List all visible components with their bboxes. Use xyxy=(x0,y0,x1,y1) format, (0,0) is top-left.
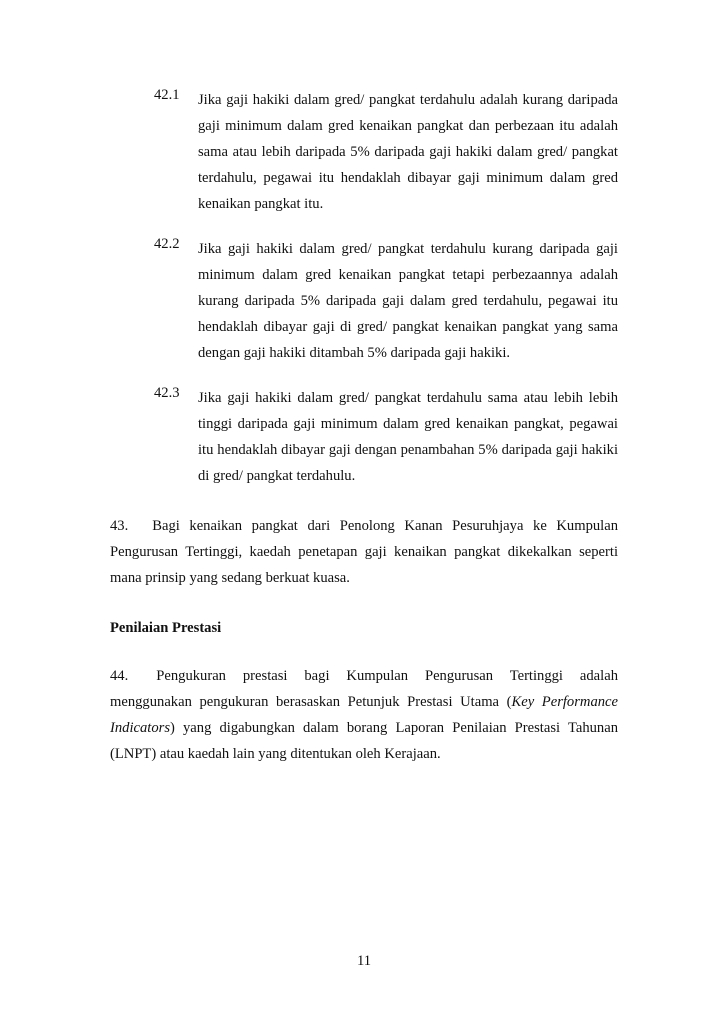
item-number: 42.2 xyxy=(154,236,180,252)
sub-paragraph-42-2 xyxy=(154,236,618,366)
section-heading: Penilaian Prestasi xyxy=(110,620,222,636)
item-number: 42.1 xyxy=(154,87,180,103)
paragraph-text: Bagi kenaikan pangkat dari Penolong Kanan Pesuruhjaya ke Kumpulan Pengurusan Tertinggi, kaedah penetapan gaji kenaikan pangkat dikekalkan seperti mana prinsip yang sedang berkuat kuasa. xyxy=(110,518,618,586)
item-text: Jika gaji hakiki dalam gred/ pangkat terdahulu adalah kurang daripada gaji minimum dalam gred kenaikan pangkat dan perbezaan itu adalah sama atau lebih daripada 5% daripada gaji hakiki dalam gred/ pangkat terdahulu, pegawai itu hendaklah dibayar gaji minimum dalam gred kenaikan pangkat itu. xyxy=(198,92,618,212)
paragraph-text-italic: Key Performance Indicators xyxy=(110,694,618,736)
paragraph-44 xyxy=(110,663,618,767)
item-text: Jika gaji hakiki dalam gred/ pangkat terdahulu sama atau lebih lebih tinggi daripada gaji minimum dalam gred kenaikan pangkat, pegawai itu hendaklah dibayar gaji dengan penambahan 5% daripada gaji hakiki di gred/ pangkat terdahulu. xyxy=(198,390,618,484)
paragraph-text-after: ) yang digabungkan dalam borang Laporan Penilaian Prestasi Tahunan (LNPT) atau kaedah lain yang ditentukan oleh Kerajaan. xyxy=(110,720,618,762)
paragraph-number: 44. xyxy=(110,668,129,684)
item-text: Jika gaji hakiki dalam gred/ pangkat terdahulu kurang daripada gaji minimum dalam gred kenaikan pangkat tetapi perbezaannya adalah kurang daripada 5% daripada gaji dalam gred terdahulu, pegawai itu hendaklah dibayar gaji di gred/ pangkat kenaikan pangkat yang sama dengan gaji hakiki ditambah 5% daripada gaji hakiki. xyxy=(198,241,618,361)
sub-paragraph-42-1 xyxy=(154,87,618,217)
page-number: 11 xyxy=(356,953,372,969)
paragraph-43 xyxy=(110,513,618,591)
paragraph-number: 43. xyxy=(110,518,129,534)
paragraph-text-before: Pengukuran prestasi bagi Kumpulan Pengurusan Tertinggi adalah menggunakan pengukuran berasaskan Petunjuk Prestasi Utama ( xyxy=(110,668,618,710)
sub-paragraph-42-3 xyxy=(154,385,618,489)
item-number: 42.3 xyxy=(154,385,180,401)
